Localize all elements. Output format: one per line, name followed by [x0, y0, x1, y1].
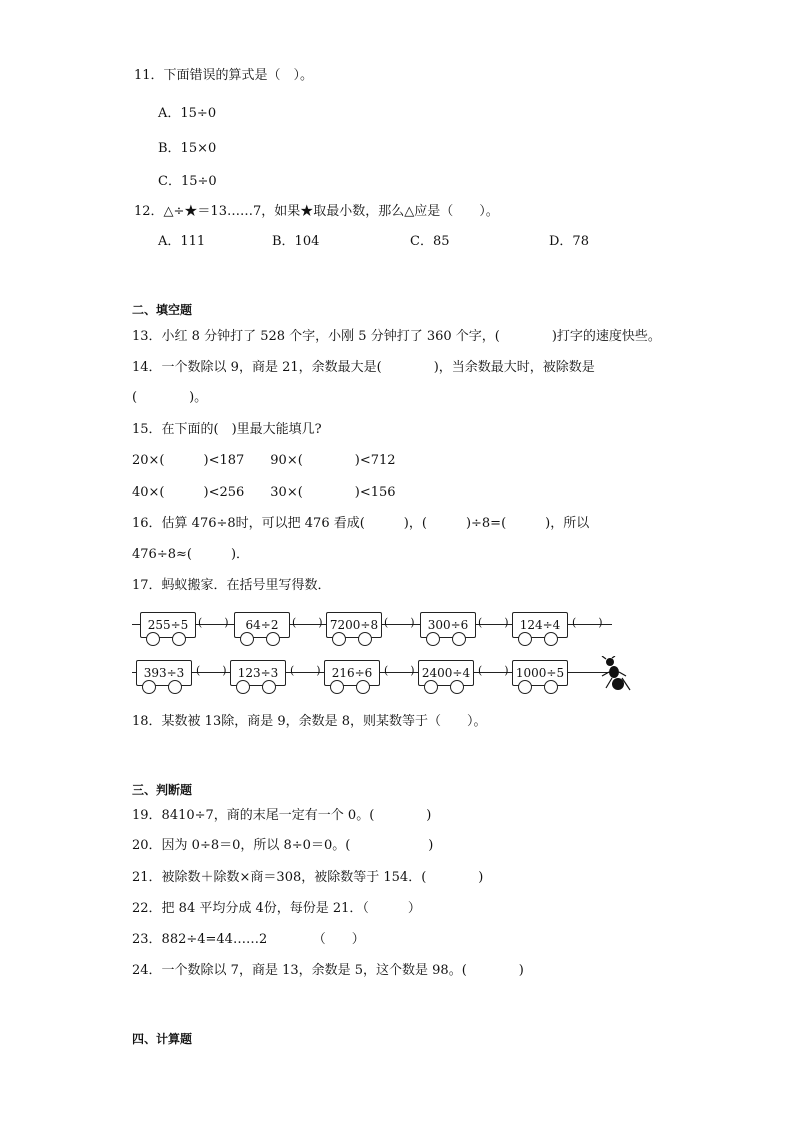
- q20-text: 20．因为 0÷8＝0，所以 8÷0＝0。( ): [132, 838, 434, 853]
- answer-blank[interactable]: ( ): [384, 664, 415, 677]
- wheel-icon: [236, 680, 250, 694]
- wheel-icon: [452, 632, 466, 646]
- wheel-icon: [330, 680, 344, 694]
- answer-blank[interactable]: ( ): [478, 616, 509, 629]
- wheel-icon: [544, 680, 558, 694]
- q24-text: 24．一个数除以 7，商是 13，余数是 5，这个数是 98。( ): [132, 963, 524, 978]
- ant-icon: [598, 656, 632, 692]
- q17-text: 17．蚂蚁搬家．在括号里写得数．: [132, 578, 331, 593]
- train-car: 64÷2: [234, 612, 290, 638]
- q15-row2: 40×( )<256 30×( )<156: [132, 485, 396, 500]
- q11-option-a[interactable]: A．15÷0: [158, 106, 217, 121]
- q14-text-line1: 14．一个数除以 9，商是 21，余数最大是( )，当余数最大时，被除数是: [132, 360, 595, 375]
- train-car: 123÷3: [230, 660, 286, 686]
- q12-option-c[interactable]: C．85: [410, 234, 450, 249]
- q11-option-c[interactable]: C．15÷0: [158, 174, 217, 189]
- wheel-icon: [142, 680, 156, 694]
- q11-text: 11．下面错误的算式是（ ）。: [134, 68, 314, 83]
- train-car: 7200÷8: [326, 612, 382, 638]
- q15-text: 15．在下面的( )里最大能填几?: [132, 422, 322, 437]
- wheel-icon: [424, 680, 438, 694]
- wheel-icon: [332, 632, 346, 646]
- section4-heading: 四、计算题: [132, 1032, 193, 1046]
- wheel-icon: [146, 632, 160, 646]
- q15-row1: 20×( )<187 90×( )<712: [132, 453, 396, 468]
- q12-option-b[interactable]: B．104: [272, 234, 320, 249]
- wheel-icon: [426, 632, 440, 646]
- section2-heading: 二、填空题: [132, 303, 193, 317]
- answer-blank[interactable]: ( ): [196, 664, 227, 677]
- wheel-icon: [356, 680, 370, 694]
- answer-blank[interactable]: ( ): [572, 616, 603, 629]
- q19-text: 19．8410÷7，商的末尾一定有一个 0。( ): [132, 808, 432, 823]
- wheel-icon: [262, 680, 276, 694]
- q12-option-a[interactable]: A．111: [158, 234, 206, 249]
- wheel-icon: [358, 632, 372, 646]
- train-car: 216÷6: [324, 660, 380, 686]
- wheel-icon: [450, 680, 464, 694]
- q23-text: 23．882÷4=44……2 （ ）: [132, 932, 365, 947]
- q16-text-line1: 16．估算 476÷8时，可以把 476 看成( )，( )÷8=( )，所以: [132, 516, 590, 531]
- q16-text-line2: 476÷8≈( )．: [132, 547, 250, 562]
- q11-option-b[interactable]: B．15×0: [158, 141, 217, 156]
- wheel-icon: [518, 632, 532, 646]
- wheel-icon: [544, 632, 558, 646]
- q12-option-d[interactable]: D．78: [549, 234, 589, 249]
- wheel-icon: [168, 680, 182, 694]
- q14-text-line2: ( )。: [132, 390, 208, 405]
- train-car: 393÷3: [136, 660, 192, 686]
- q12-text: 12．△÷★＝13……7，如果★取最小数，那么△应是（ ）。: [134, 204, 499, 219]
- q13-text: 13．小红 8 分钟打了 528 个字，小刚 5 分钟打了 360 个字，( )打字的速度快些。: [132, 329, 661, 344]
- q18-text: 18．某数被 13除，商是 9，余数是 8，则某数等于（ ）。: [132, 714, 487, 729]
- q21-text: 21．被除数＋除数×商＝308，被除数等于 154．( ): [132, 870, 484, 885]
- section3-heading: 三、判断题: [132, 783, 193, 797]
- train-car: 2400÷4: [418, 660, 474, 686]
- wheel-icon: [266, 632, 280, 646]
- answer-blank[interactable]: ( ): [292, 616, 323, 629]
- answer-blank[interactable]: ( ): [384, 616, 415, 629]
- train-car: 255÷5: [140, 612, 196, 638]
- answer-blank[interactable]: ( ): [290, 664, 321, 677]
- q22-text: 22．把 84 平均分成 4份，每份是 21．（ ）: [132, 901, 421, 916]
- train-car: 124÷4: [512, 612, 568, 638]
- train-row-2: [132, 660, 632, 704]
- answer-blank[interactable]: ( ): [198, 616, 229, 629]
- answer-blank[interactable]: ( ): [478, 664, 509, 677]
- train-car: 1000÷5: [512, 660, 568, 686]
- train-row-1: [132, 612, 612, 656]
- wheel-icon: [240, 632, 254, 646]
- wheel-icon: [172, 632, 186, 646]
- wheel-icon: [518, 680, 532, 694]
- train-car: 300÷6: [420, 612, 476, 638]
